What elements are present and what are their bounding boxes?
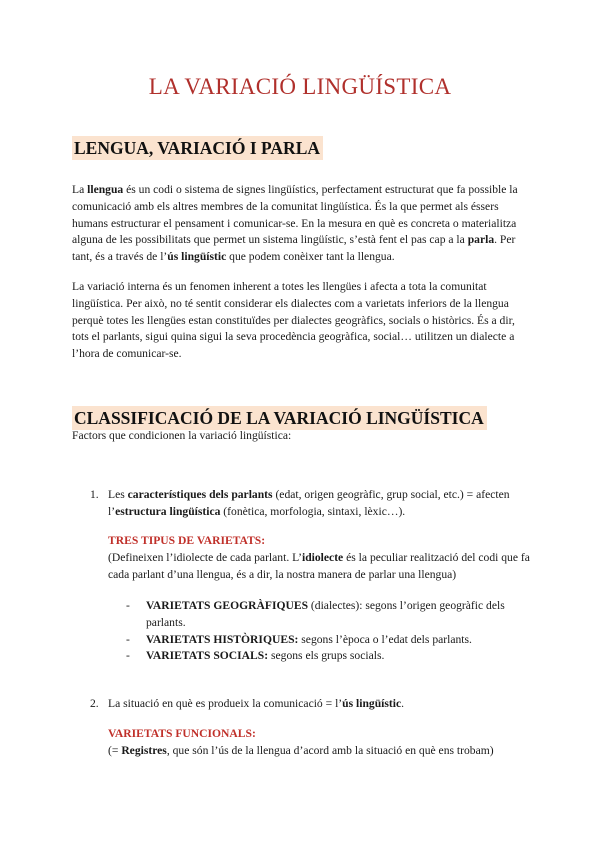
text-span: (dialectes): segons l’origen geogràfic dels parlants. <box>146 599 505 629</box>
list-item <box>126 632 536 649</box>
text-span: (= <box>108 744 122 757</box>
dash-bullet: - <box>126 632 130 646</box>
text-span: és un codi o sistema de signes lingüístics, perfectament estructurat que fa possible la comunicació amb els altres membres de la comunitat lingüística. És la que permet als éssers humans estructurar el pensament i comunicar-se. En la mesura en què es concreta o materialitza alguna de les possibilitats que permet un sistema lingüístic, s’està fent el pas cap a la <box>72 183 518 247</box>
text-span: La <box>72 183 88 196</box>
text-span: La situació en què es produeix la comunicació = l’ <box>108 697 343 710</box>
bold-term: llengua <box>87 183 124 196</box>
red-heading-tres-tipus: TRES TIPUS DE VARIETATS: <box>108 534 266 547</box>
text-span: (fonètica, morfologia, sintaxi, lèxic…). <box>220 504 406 518</box>
varieties-list <box>126 598 536 665</box>
text-span: Les <box>108 488 128 501</box>
factor-item-1 <box>108 487 528 521</box>
text-span: que podem conèixer tant la llengua. <box>226 250 395 264</box>
red-heading-funcionals: VARIETATS FUNCIONALS: <box>108 727 256 740</box>
factors-intro: Factors que condicionen la variació lingüística: <box>72 429 292 442</box>
idiolecte-note <box>108 550 538 584</box>
bold-term: VARIETATS GEOGRÀFIQUES <box>146 599 309 612</box>
section-heading-lengua: LENGUA, VARIACIÓ I PARLA <box>72 136 323 160</box>
list-number-1: 1. <box>90 488 99 501</box>
bold-term: idiolecte <box>302 551 344 564</box>
paragraph-variacio: La variació interna és un fenomen inherent a totes les llengües i afecta a tota la comunitat lingüística. Per això, no té sentit considerar els dialectes com a varietats inferiors de la llengua perquè totes les llengües estan constituïdes per dialectes geogràfics, socials o històrics. És a dir, tots el parlants, sigui quina sigui la seva procedència geogràfica, social… utilitzen un dialecte a l’hora de comunicar-se. <box>72 280 515 361</box>
text-span: és la peculiar realització del codi que fa cada parlant d’una llengua, és a dir, la nostra manera de parlar una llengua) <box>108 551 530 581</box>
section-heading-classificacio: CLASSIFICACIÓ DE LA VARIACIÓ LINGÜÍSTICA <box>72 406 487 430</box>
bold-term: estructura lingüística <box>115 504 221 518</box>
bold-term: VARIETATS SOCIALS: <box>146 649 269 663</box>
text-span: . <box>401 697 405 710</box>
dash-bullet: - <box>126 599 130 612</box>
list-item <box>126 598 536 632</box>
text-span: segons els grups socials. <box>268 649 385 663</box>
text-span: (edat, origen geogràfic, grup social, etc.) = afecten l’ <box>108 488 510 518</box>
paragraph-llengua <box>72 182 528 266</box>
bold-term: ús lingüístic <box>342 697 402 710</box>
list-number-2: 2. <box>90 697 99 710</box>
bold-term: característiques dels parlants <box>127 488 273 501</box>
bold-term: VARIETATS HISTÒRIQUES: <box>146 632 299 646</box>
registres-note <box>108 743 538 760</box>
document-title: LA VARIACIÓ LINGÜÍSTICA <box>148 74 452 99</box>
text-span: . Per tant, és a través de l’ <box>72 233 516 264</box>
bold-term: ús lingüístic <box>167 250 227 264</box>
dash-bullet: - <box>126 649 130 663</box>
list-item <box>126 648 536 665</box>
factor-item-2 <box>108 696 528 713</box>
text-span: (Defineixen l’idiolecte de cada parlant. L’ <box>108 551 302 564</box>
text-span: segons l’època o l’edat dels parlants. <box>298 632 472 646</box>
bold-term: parla <box>467 233 495 247</box>
bold-term: Registres <box>121 744 167 757</box>
text-span: , que són l’ús de la llengua d’acord amb la situació en què ens trobam) <box>166 744 494 757</box>
